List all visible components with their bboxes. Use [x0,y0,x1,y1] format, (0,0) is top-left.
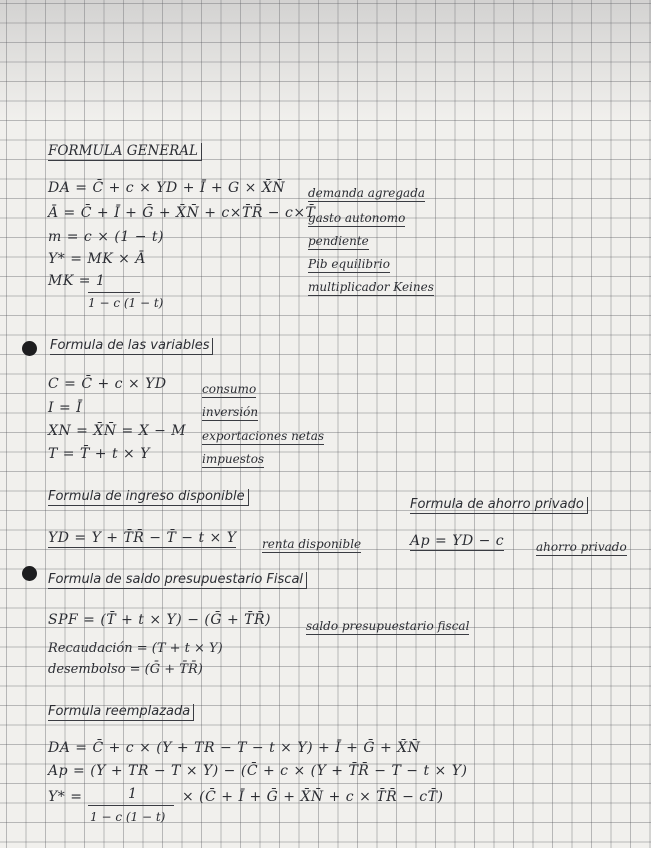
desc-da: demanda agregada [308,186,426,200]
desc-a: gasto autonomo [308,211,406,225]
mk-fraction-bar [88,292,140,293]
desc-xn: exportaciones netas [202,429,325,443]
section-title-saldo: Formula de saldo presupuestario Fiscal [48,572,307,589]
y-fraction-bar [88,805,174,806]
section-title-reemplazada: Formula reemplazada [48,704,194,721]
formula-mk-denominator: 1 − c (1 − t) [88,296,164,310]
desc-mk: multiplicador Keines [308,280,434,294]
desc-ap: ahorro privado [536,540,627,554]
formula-ap: Ap = YD − c [410,533,505,549]
desc-y-eq: Pib equilibrio [308,257,390,271]
formula-y-rhs: × (C̄ + Ī + Ḡ + X̄N̄ + c × T̄R̄ − cT̄) [182,789,444,805]
desc-t: impuestos [202,452,265,466]
formula-da: DA = C̄ + c × YD + Ī + G × X̄N̄ [48,180,286,196]
formula-mk-numerator: MK = 1 [48,273,106,289]
binder-hole-2 [22,566,37,581]
formula-m: m = c × (1 − t) [48,229,164,245]
top-shadow [0,0,651,120]
formula-ap-reemplazada: Ap = (Y + TR − T × Y) − (C̄ + c × (Y + T̄R̄ − T − t × Y) [48,763,468,779]
desc-m: pendiente [308,234,369,248]
formula-i: I = Ī [48,400,83,416]
formula-y-eq: Y* = MK × Ā [48,251,146,267]
formula-xn: XN = X̄N̄ = X − M [48,423,187,439]
formula-y-lhs: Y* = [48,789,83,805]
formula-spf: SPF = (T̄ + t × Y) − (Ḡ + T̄R̄) [48,612,271,628]
formula-y-numerator: 1 [128,786,138,802]
formula-recaudacion: Recaudación = (T + t × Y) [48,641,223,656]
formula-da-reemplazada: DA = C̄ + c × (Y + TR − T − t × Y) + Ī + Ḡ + X̄N̄ [48,740,421,756]
formula-c: C = C̄ + c × YD [48,376,167,392]
section-title-ingreso: Formula de ingreso disponible [48,489,249,506]
desc-spf: saldo presupuestario fiscal [306,619,470,633]
desc-i: inversión [202,405,259,419]
section-title-ahorro: Formula de ahorro privado [410,497,588,514]
desc-yd: renta disponible [262,537,362,551]
binder-hole-1 [22,341,37,356]
desc-c: consumo [202,382,257,396]
formula-desembolso: desembolso = (Ḡ + T̄R̄) [48,662,203,677]
section-title-general: FORMULA GENERAL [48,143,202,161]
formula-t: T = T̄ + t × Y [48,446,150,462]
formula-y-denominator: 1 − c (1 − t) [90,810,166,824]
formula-a: Ā = C̄ + Ī + Ḡ + X̄N̄ + c×T̄R̄ − c×T̄ [48,205,316,221]
formula-yd: YD = Y + T̄R̄ − T̄ − t × Y [48,530,237,546]
section-title-variables: Formula de las variables [50,338,213,355]
